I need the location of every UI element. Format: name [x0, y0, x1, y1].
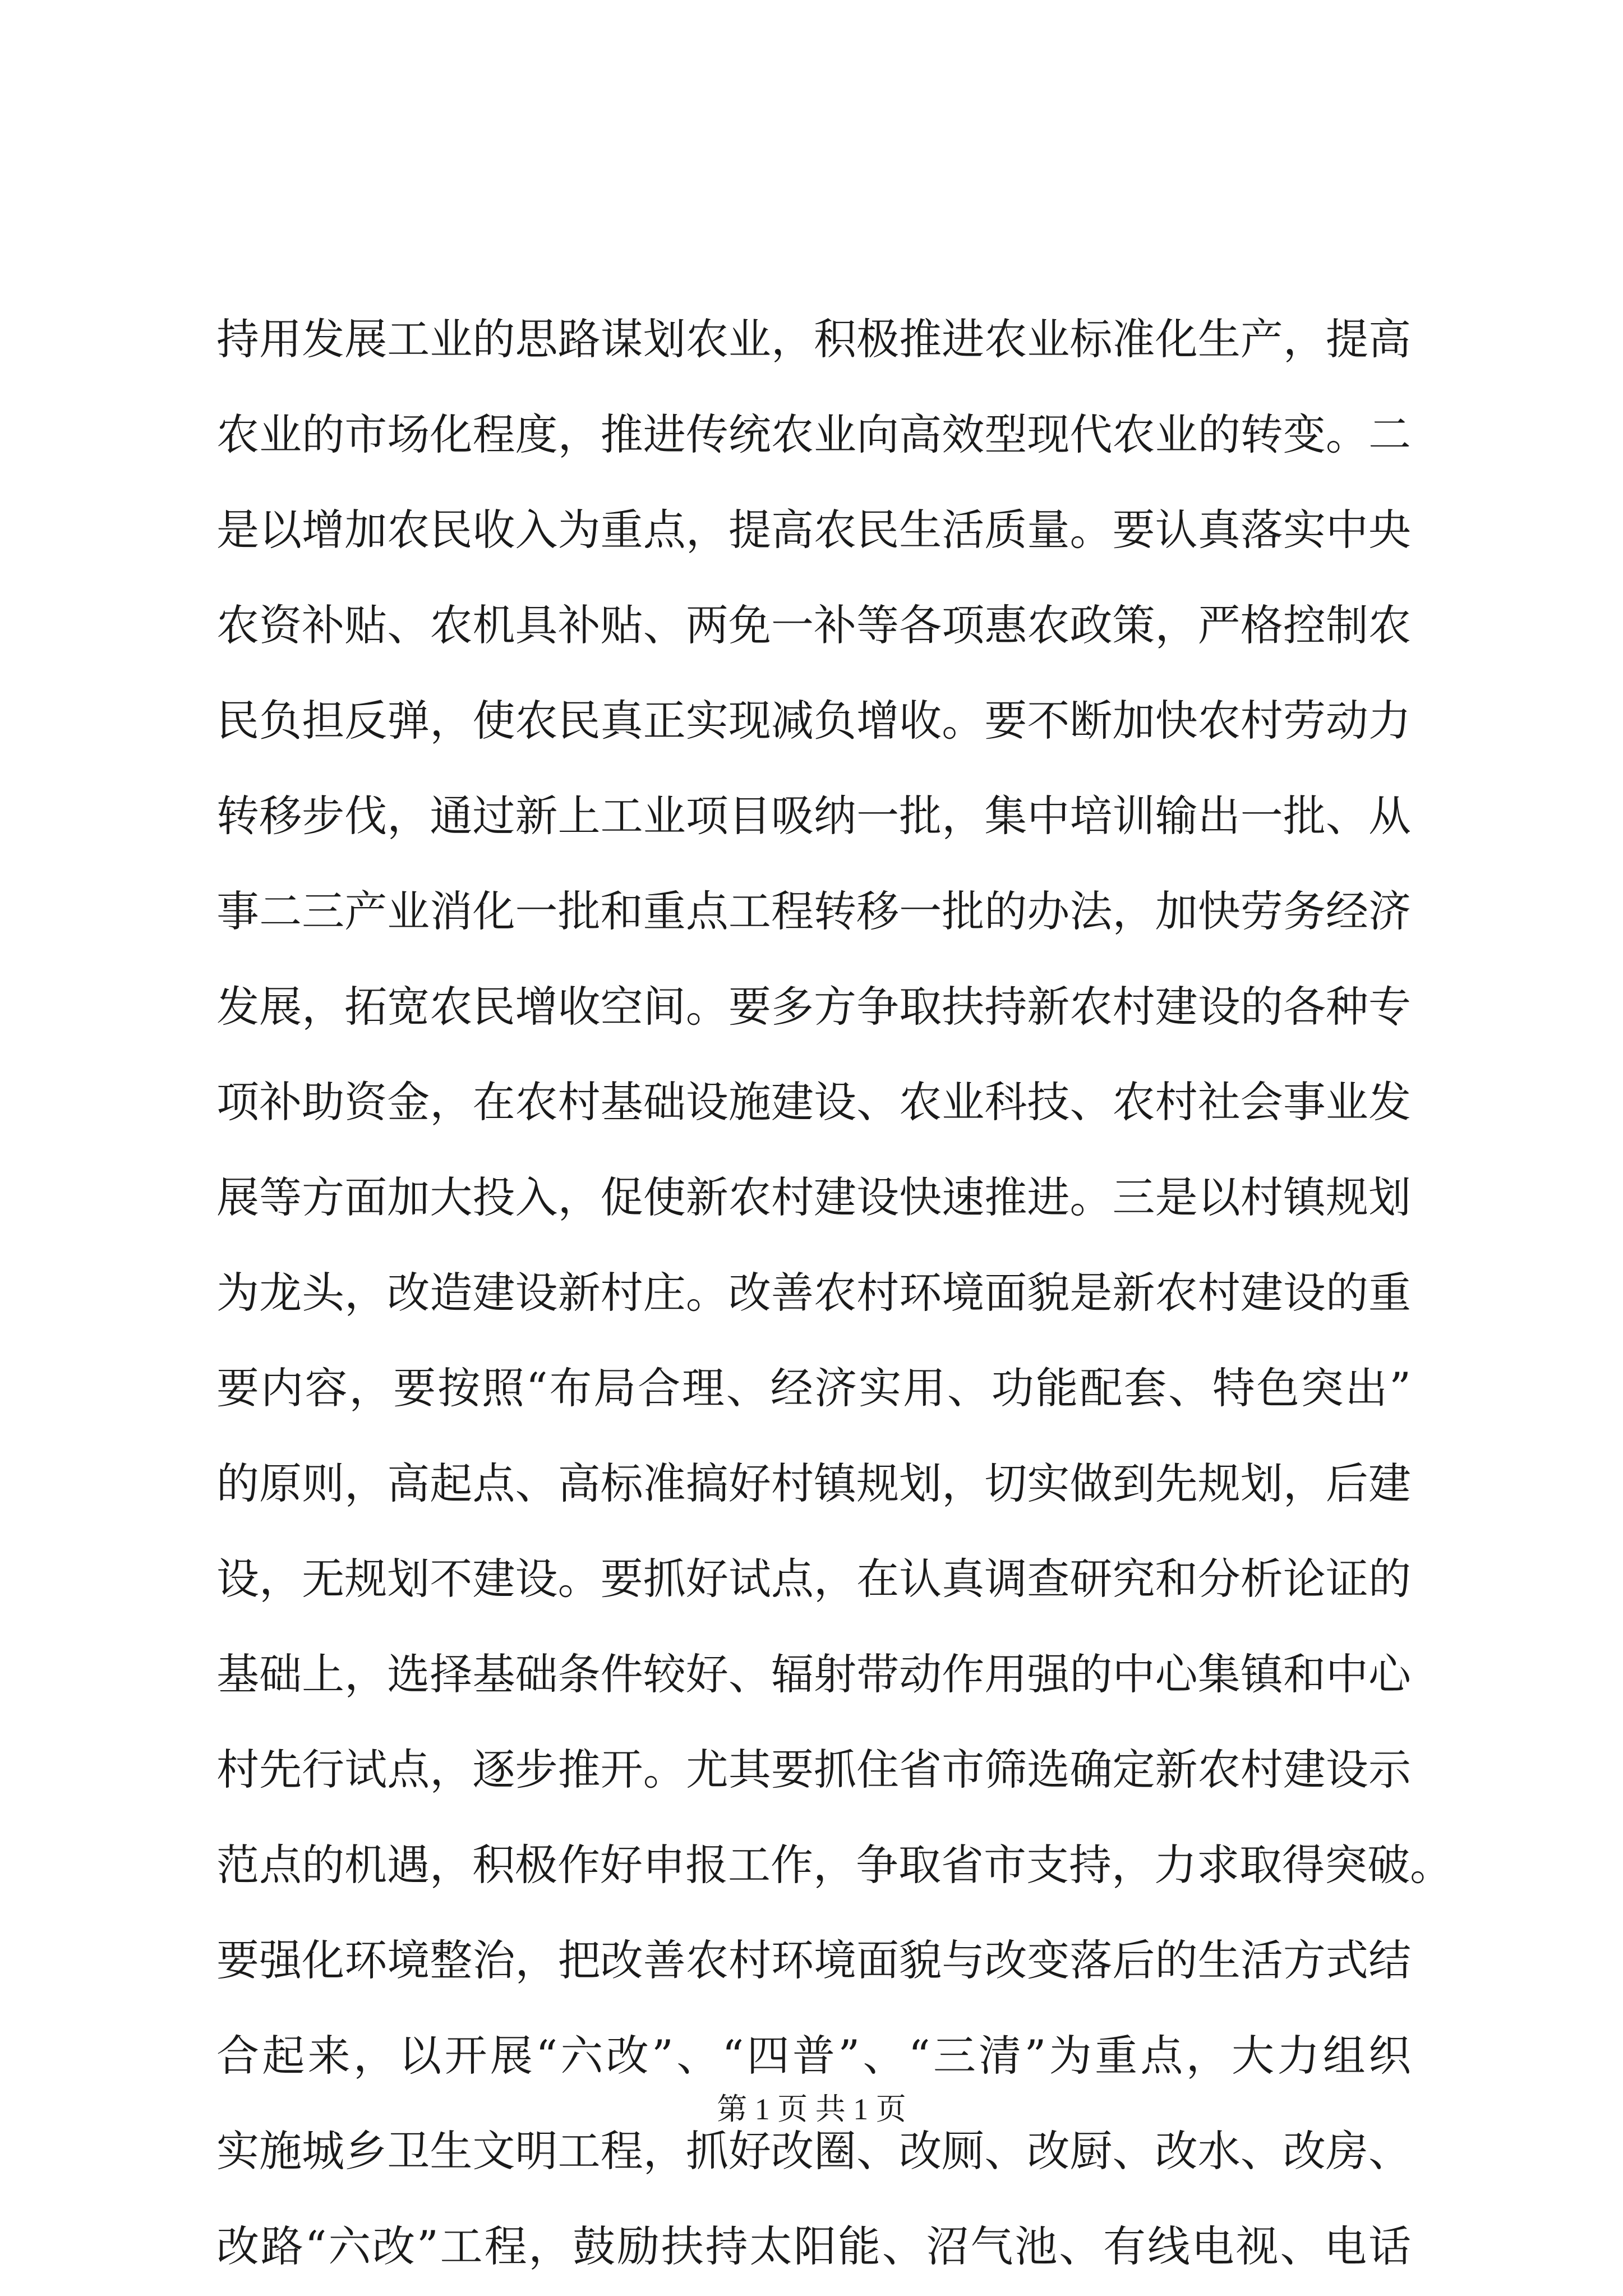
text-line: 展等方面加大投入，促使新农村建设快速推进。三是以村镇规划: [216, 1172, 1411, 1222]
text-line: 范点的机遇，积极作好申报工作，争取省市支持，力求取得突破。: [216, 1840, 1453, 1890]
text-line: 改路“六改”工程，鼓励扶持太阳能、沼气池、有线电视、电话: [216, 2221, 1411, 2271]
text-line: 是以增加农民收入为重点，提高农民生活质量。要认真落实中央: [216, 505, 1411, 555]
text-line: 发展，拓宽农民增收空间。要多方争取扶持新农村建设的各种专: [216, 982, 1411, 1032]
text-line: 的原则，高起点、高标准搞好村镇规划，切实做到先规划，后建: [216, 1458, 1411, 1508]
text-line: 事二三产业消化一批和重点工程转移一批的办法，加快劳务经济: [216, 886, 1411, 936]
text-line: 要内容，要按照“布局合理、经济实用、功能配套、特色突出”: [216, 1363, 1411, 1413]
text-line: 持用发展工业的思路谋划农业，积极推进农业标准化生产，提高: [216, 314, 1411, 364]
text-line: 设，无规划不建设。要抓好试点，在认真调查研究和分析论证的: [216, 1554, 1411, 1604]
text-line: 转移步伐，通过新上工业项目吸纳一批，集中培训输出一批、从: [216, 791, 1411, 841]
text-line: 村先行试点，逐步推开。尤其要抓住省市筛选确定新农村建设示: [216, 1745, 1411, 1795]
body-text: [216, 292, 1453, 2294]
text-line: 实施城乡卫生文明工程，抓好改圈、改厕、改厨、改水、改房、: [216, 2126, 1411, 2176]
text-line: 民负担反弹，使农民真正实现减负增收。要不断加快农村劳动力: [216, 696, 1411, 746]
text-line: 项补助资金，在农村基础设施建设、农业科技、农村社会事业发: [216, 1077, 1411, 1127]
text-line: 基础上，选择基础条件较好、辐射带动作用强的中心集镇和中心: [216, 1649, 1411, 1699]
text-line: 要强化环境整治，把改善农村环境面貌与改变落后的生活方式结: [216, 1935, 1411, 1985]
text-line: 合起来，以开展“六改”、“四普”、“三清”为重点，大力组织: [216, 2031, 1411, 2081]
page-number-label: 第 1 页 共 1 页: [717, 2092, 906, 2126]
page-footer: [0, 2090, 1623, 2129]
text-line: 为龙头，改造建设新村庄。改善农村环境面貌是新农村建设的重: [216, 1268, 1411, 1318]
text-line: 农业的市场化程度，推进传统农业向高效型现代农业的转变。二: [216, 409, 1411, 459]
text-line: 农资补贴、农机具补贴、两免一补等各项惠农政策，严格控制农: [216, 600, 1411, 650]
